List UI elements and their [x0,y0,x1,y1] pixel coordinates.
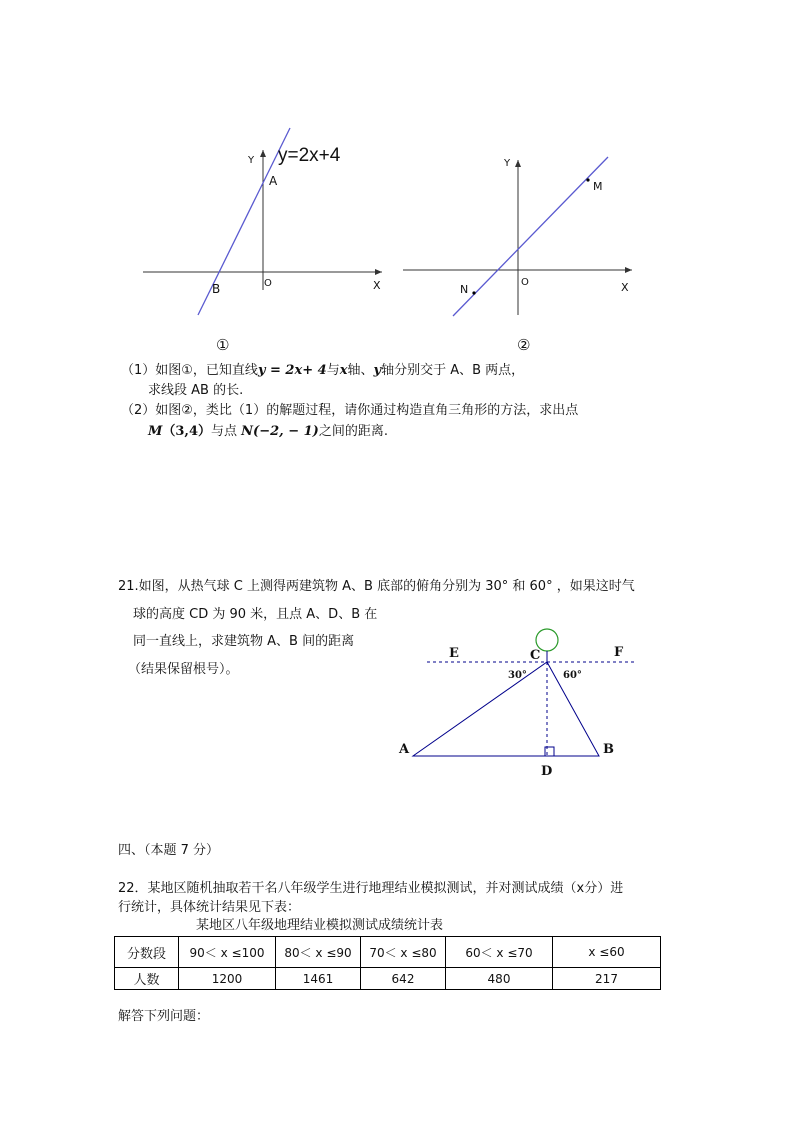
score-table [114,936,661,990]
header-cell: 90＜ x ≤100 [179,937,276,968]
point-n [472,291,475,294]
x-axis-label: X [621,281,629,294]
label-d: D [541,764,553,779]
table-header-row [115,937,661,968]
header-cell: 80＜ x ≤90 [276,937,361,968]
angle-30-label: 30° [508,670,527,681]
figure-2-caption: ② [517,336,531,354]
figure-1-graph [143,128,382,315]
row-label: 人数 [115,968,179,990]
origin-label: O [264,278,272,289]
header-cell: x ≤60 [553,937,661,968]
figure-1-caption: ① [216,336,230,354]
q21-line1: 21.如图，从热气球 C 上测得两建筑物 A、B 底部的俯角分别为 30° 和 60° ，如果这时气 [118,579,635,594]
label-a: A [399,742,410,757]
x-axis-arrow-icon [375,269,382,275]
q21-line2: 球的高度 CD 为 90 米，且点 A、D、B 在 [133,607,378,622]
equation-label: y=2x+4 [278,145,341,166]
point-b-label: B [212,282,221,296]
label-b: B [603,742,614,757]
q22-line2: 行统计，具体统计结果见下表： [118,900,301,915]
table-title: 某地区八年级地理结业模拟测试成绩统计表 [196,918,444,933]
y-axis-arrow-icon [260,150,266,157]
value-cell: 217 [553,968,661,990]
x-axis-label: X [373,279,381,292]
q20-part2-line2: M（3,4）与点 N(−2, − 1)之间的距离. [148,424,388,439]
y-axis-label: Y [504,158,511,169]
q22-prompt: 解答下列问题： [118,1009,210,1024]
x-axis-arrow-icon [625,267,632,273]
section-heading: 四、（本题 7 分） [118,843,220,858]
value-cell: 480 [446,968,553,990]
label-c: C [530,648,541,663]
point-m [586,178,589,181]
label-e: E [449,646,459,661]
balloon-figure [413,629,634,756]
q20-part1-line2: 求线段 AB 的长. [148,383,244,398]
right-angle-mark [545,747,554,756]
q20-part2-line1: （2）如图②，类比（1）的解题过程，请你通过构造直角三角形的方法，求出点 [121,403,579,418]
point-n-label: N [460,283,469,296]
point-a-label: A [269,174,278,188]
y-axis-label: Y [248,155,255,166]
origin-label: O [521,277,529,288]
value-cell: 1200 [179,968,276,990]
label-f: F [614,645,624,660]
header-cell: 分数段 [115,937,179,968]
point-m-label: M [593,180,603,193]
angle-60-label: 60° [563,670,582,681]
q21-line4: （结果保留根号）。 [128,662,239,677]
q20-part1: （1）如图①，已知直线y = 2x+ 4与x轴、y轴分别交于 A、B 两点， [121,363,525,378]
value-cell: 642 [361,968,446,990]
q22-line1: 22．某地区随机抽取若干名八年级学生进行地理结业模拟测试，并对测试成绩（x分）进 [118,881,624,896]
y-axis-arrow-icon [515,160,521,167]
header-cell: 70＜ x ≤80 [361,937,446,968]
q21-line3: 同一直线上，求建筑物 A、B 间的距离 [133,634,355,649]
value-cell: 1461 [276,968,361,990]
line-mn [453,157,608,316]
table-row [115,968,661,990]
header-cell: 60＜ x ≤70 [446,937,553,968]
